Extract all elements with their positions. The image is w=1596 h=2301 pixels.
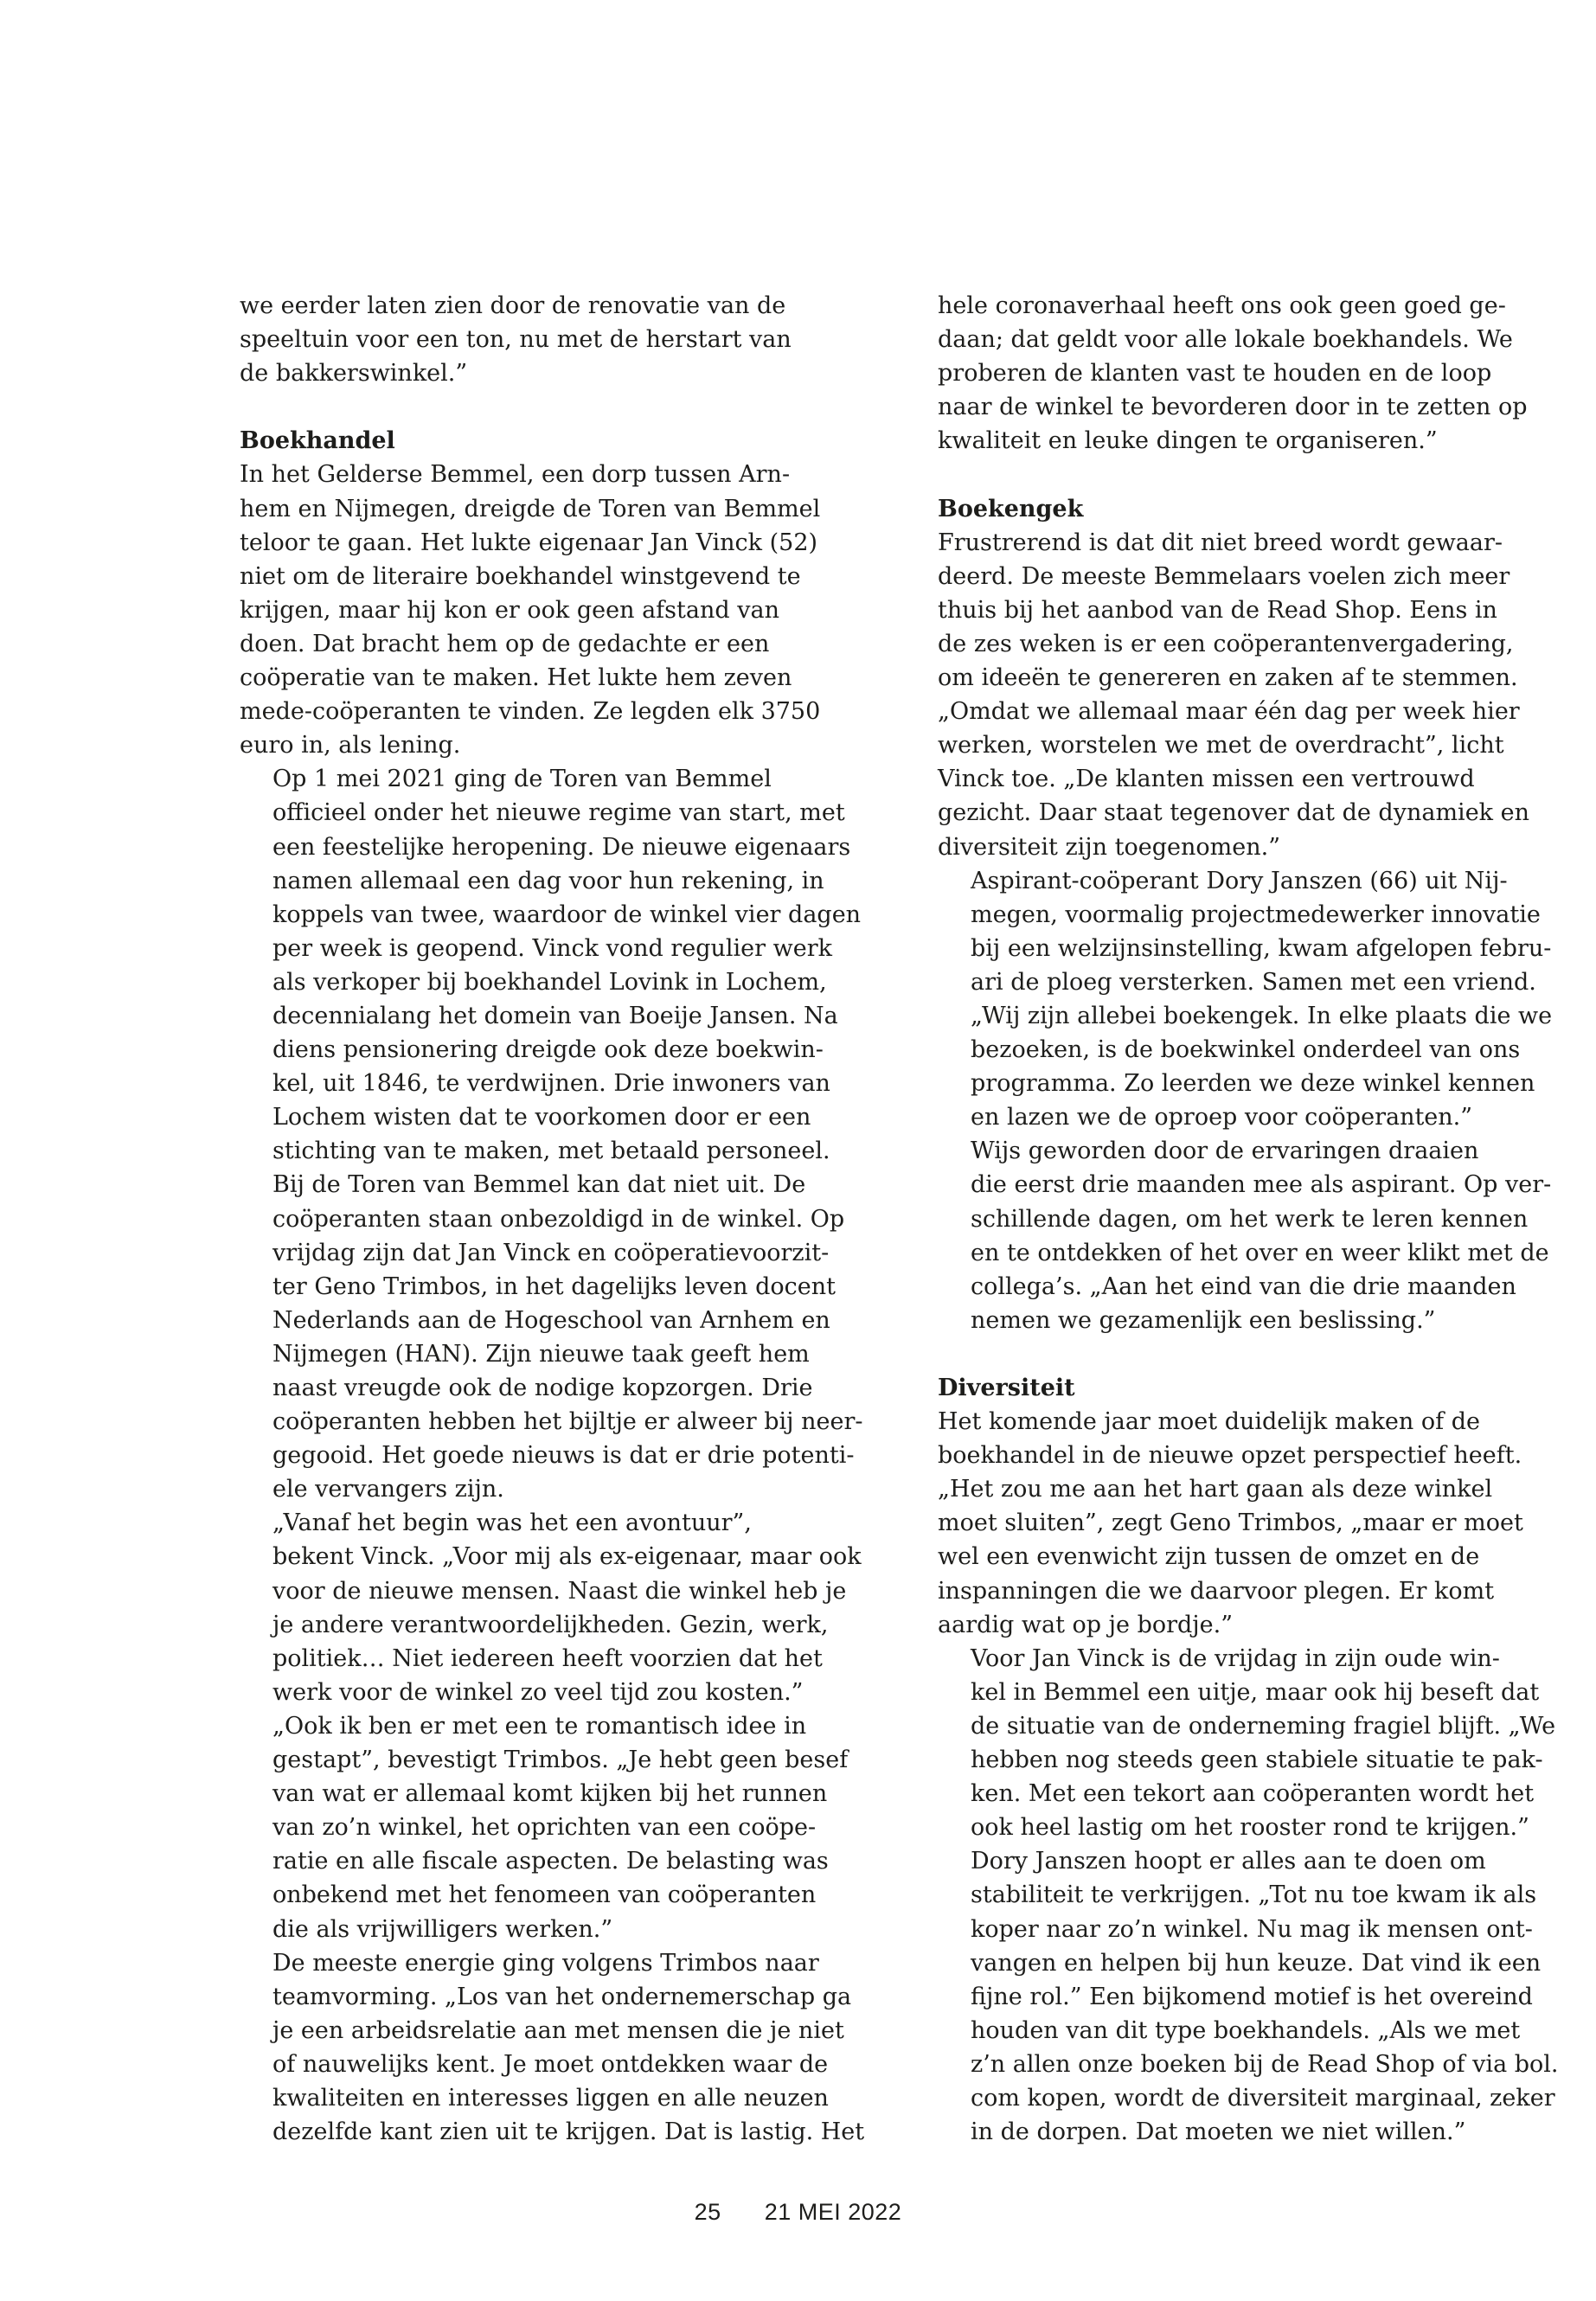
text-line: „Ook ik ben er met een te romantisch idee in <box>272 1712 807 1740</box>
text-line: fijne rol.” Een bijkomend motief is het overeind <box>971 1983 1533 2010</box>
text-line: Lochem wisten dat te voorkomen door er een <box>272 1104 811 1131</box>
text-line: Vinck toe. „De klanten missen een vertrouwd <box>938 766 1475 793</box>
text-line: vangen en helpen bij hun keuze. Dat vind ik een <box>971 1949 1542 1977</box>
text-line: z’n allen onze boeken bij de Read Shop of via bol. <box>971 2050 1559 2078</box>
text-line: ari de ploeg versterken. Samen met een vriend. <box>971 968 1536 996</box>
text-line: als verkoper bij boekhandel Lovink in Lochem, <box>272 968 827 996</box>
text-line: de zes weken is er een coöperantenvergadering, <box>938 630 1514 657</box>
text-line: werken, worstelen we met de overdracht”, licht <box>938 732 1504 760</box>
text-line: ken. Met een tekort aan coöperanten wordt het <box>971 1780 1535 1808</box>
text-line: programma. Zo leerden we deze winkel kennen <box>971 1070 1535 1098</box>
text-line: wel een evenwicht zijn tussen de omzet en de <box>938 1543 1480 1571</box>
body-paragraph <box>938 1642 1556 1845</box>
text-line: coöperatie van te maken. Het lukte hem zeven <box>240 664 792 692</box>
text-line: om ideeën te genereren en zaken af te stemmen. <box>938 664 1518 692</box>
text-line: je andere verantwoordelijkheden. Gezin, werk, <box>272 1611 829 1638</box>
text-line: deerd. De meeste Bemmelaars voelen zich meer <box>938 562 1510 590</box>
text-line: die eerst drie maanden mee als aspirant. Op ver- <box>971 1171 1552 1199</box>
text-line: houden van dit type boekhandels. „Als we met <box>971 2016 1521 2044</box>
issue-date: 21 MEI 2022 <box>764 2199 902 2225</box>
text-line: politiek… Niet iedereen heeft voorzien dat het <box>272 1644 823 1672</box>
text-line: teamvorming. „Los van het ondernemerschap ga <box>272 1983 852 2010</box>
text-line: vrijdag zijn dat Jan Vinck en coöperatievoorzit- <box>272 1239 830 1266</box>
body-paragraph <box>938 526 1529 864</box>
text-line: kel, uit 1846, te verdwijnen. Drie inwoners van <box>272 1070 830 1098</box>
text-line: Wijs geworden door de ervaringen draaien <box>971 1138 1479 1165</box>
body-paragraph <box>240 1168 863 1506</box>
text-line: De meeste energie ging volgens Trimbos naar <box>272 1949 819 1977</box>
text-line: je een arbeidsrelatie aan met mensen die je niet <box>272 2016 844 2044</box>
body-paragraph <box>938 289 1528 458</box>
text-line: koppels van twee, waardoor de winkel vier dagen <box>272 901 862 928</box>
body-paragraph <box>240 458 821 762</box>
text-line: „Wij zijn allebei boekengek. In elke plaats die we <box>971 1002 1553 1029</box>
text-line: Aspirant-coöperant Dory Janszen (66) uit Nij- <box>971 867 1508 894</box>
text-line: naast vreugde ook de nodige kopzorgen. Drie <box>272 1375 813 1401</box>
text-line: van zo’n winkel, het oprichten van een coöpe- <box>272 1814 817 1842</box>
text-line: hem en Nijmegen, dreigde de Toren van Bemmel <box>240 495 821 522</box>
text-line: per week is geopend. Vinck vond regulier werk <box>272 934 832 962</box>
text-line: in de dorpen. Dat moeten we niet willen.” <box>971 2118 1466 2146</box>
text-line: krijgen, maar hij kon er ook geen afstand van <box>240 596 779 624</box>
text-line: gestapt”, bevestigt Trimbos. „Je hebt geen besef <box>272 1747 849 1774</box>
text-line: ook heel lastig om het rooster rond te krijgen.” <box>971 1814 1529 1842</box>
text-line: In het Gelderse Bemmel, een dorp tussen Arn- <box>240 461 791 489</box>
text-line: ratie en alle fiscale aspecten. De belasting was <box>272 1848 829 1875</box>
text-line: „Het zou me aan het hart gaan als deze winkel <box>938 1476 1493 1503</box>
text-line: bezoeken, is de boekwinkel onderdeel van ons <box>971 1036 1521 1064</box>
text-line: boekhandel in de nieuwe opzet perspectief heeft. <box>938 1442 1522 1470</box>
text-line: Dory Janszen hoopt er alles aan te doen om <box>971 1848 1486 1875</box>
section-heading: Diversiteit <box>938 1375 1075 1401</box>
text-line: collega’s. „Aan het eind van die drie maanden <box>971 1272 1516 1300</box>
body-paragraph <box>938 1844 1559 2149</box>
text-line: niet om de literaire boekhandel winstgevend te <box>240 562 801 590</box>
text-line: euro in, als lening. <box>240 732 461 760</box>
section-heading: Boekengek <box>938 495 1084 522</box>
text-line: ele vervangers zijn. <box>272 1476 504 1503</box>
text-line: Bij de Toren van Bemmel kan dat niet uit. De <box>272 1171 806 1199</box>
text-line: bij een welzijnsinstelling, kwam afgelopen febru- <box>971 934 1552 962</box>
text-line: diversiteit zijn toegenomen.” <box>938 833 1280 861</box>
text-line: teloor te gaan. Het lukte eigenaar Jan Vinck (52) <box>240 529 818 556</box>
text-line: nemen we gezamenlijk een beslissing.” <box>971 1306 1436 1334</box>
text-line: Nederlands aan de Hogeschool van Arnhem en <box>272 1306 830 1334</box>
text-line: mede-coöperanten te vinden. Ze legden elk 3750 <box>240 698 821 726</box>
text-line: coöperanten staan onbezoldigd in de winkel. Op <box>272 1205 845 1233</box>
text-line: kel in Bemmel een uitje, maar ook hij beseft dat <box>971 1678 1540 1706</box>
section-spacer <box>938 1337 1496 1371</box>
text-line: namen allemaal een dag voor hun rekening, in <box>272 867 824 894</box>
text-line: daan; dat geldt voor alle lokale boekhandels. We <box>938 326 1513 354</box>
text-line: diens pensionering dreigde ook deze boekwin- <box>272 1036 824 1064</box>
text-line: Nijmegen (HAN). Zijn nieuwe taak geeft hem <box>272 1340 810 1368</box>
text-line: aardig wat op je bordje.” <box>938 1611 1234 1638</box>
text-line: ter Geno Trimbos, in het dagelijks leven docent <box>272 1272 836 1300</box>
text-line: Op 1 mei 2021 ging de Toren van Bemmel <box>272 766 772 793</box>
text-line: speeltuin voor een ton, nu met de herstart van <box>240 326 792 354</box>
text-line: de bakkerswinkel.” <box>240 360 468 388</box>
section-heading: Boekhandel <box>240 427 395 455</box>
text-line: proberen de klanten vast te houden en de loop <box>938 360 1492 388</box>
text-line: voor de nieuwe mensen. Naast die winkel heb je <box>272 1577 847 1605</box>
text-line: stichting van te maken, met betaald personeel. <box>272 1138 830 1165</box>
text-line: hele coronaverhaal heeft ons ook geen goed ge- <box>938 292 1506 319</box>
section-spacer <box>938 458 1496 491</box>
text-line: com kopen, wordt de diversiteit marginaal, zeker <box>971 2084 1555 2112</box>
text-line: thuis bij het aanbod van de Read Shop. Eens in <box>938 596 1497 624</box>
text-line: en te ontdekken of het over en weer klikt met de <box>971 1239 1549 1266</box>
page-number: 25 <box>694 2199 721 2225</box>
body-paragraph <box>240 1946 865 2150</box>
body-paragraph <box>240 1506 862 1709</box>
text-line: kwaliteiten en interesses liggen en alle neuzen <box>272 2084 829 2112</box>
text-line: koper naar zo’n winkel. Nu mag ik mensen ont- <box>971 1915 1533 1943</box>
right-column <box>938 289 1559 2149</box>
text-line: inspanningen die we daarvoor plegen. Er komt <box>938 1577 1495 1605</box>
text-line: gegooid. Het goede nieuws is dat er drie potenti- <box>272 1442 855 1470</box>
page-footer <box>0 2199 1596 2226</box>
text-line: van wat er allemaal komt kijken bij het runnen <box>272 1780 828 1808</box>
text-line: bekent Vinck. „Voor mij als ex-eigenaar, maar ook <box>272 1543 862 1571</box>
text-line: gezicht. Daar staat tegenover dat de dynamiek en <box>938 799 1529 827</box>
text-line: hebben nog steeds geen stabiele situatie te pak- <box>971 1747 1543 1774</box>
body-paragraph <box>938 1134 1552 1337</box>
text-line: doen. Dat bracht hem op de gedachte er een <box>240 630 770 657</box>
text-line: moet sluiten”, zegt Geno Trimbos, „maar er moet <box>938 1509 1523 1537</box>
text-line: coöperanten hebben het bijltje er alweer bij neer- <box>272 1408 863 1436</box>
text-line: of nauwelijks kent. Je moet ontdekken waar de <box>272 2050 829 2078</box>
text-line: onbekend met het fenomeen van coöperanten <box>272 1881 817 1909</box>
text-line: naar de winkel te bevorderen door in te zetten op <box>938 394 1528 421</box>
body-paragraph <box>240 1709 849 1946</box>
text-line: Het komende jaar moet duidelijk maken of de <box>938 1408 1480 1436</box>
text-line: een feestelijke heropening. De nieuwe eigenaars <box>272 833 851 861</box>
left-column <box>240 289 865 2149</box>
text-line: Frustrerend is dat dit niet breed wordt gewaar- <box>938 529 1503 556</box>
text-line: werk voor de winkel zo veel tijd zou kosten.” <box>272 1678 804 1706</box>
text-line: „Vanaf het begin was het een avontuur”, <box>272 1509 752 1537</box>
text-line: Voor Jan Vinck is de vrijdag in zijn oude win- <box>971 1644 1500 1672</box>
text-line: officieel onder het nieuwe regime van start, met <box>272 799 845 827</box>
text-line: stabiliteit te verkrijgen. „Tot nu toe kwam ik als <box>971 1881 1537 1909</box>
text-line: de situatie van de onderneming fragiel blijft. „We <box>971 1712 1556 1740</box>
text-line: megen, voormalig projectmedewerker innovatie <box>971 901 1541 928</box>
body-paragraph <box>240 289 793 390</box>
text-line: we eerder laten zien door de renovatie van de <box>240 292 786 319</box>
text-line: kwaliteit en leuke dingen te organiseren.” <box>938 427 1438 455</box>
body-paragraph <box>240 762 862 1168</box>
section-spacer <box>240 390 793 424</box>
body-paragraph <box>938 1405 1523 1642</box>
text-line: die als vrijwilligers werken.” <box>272 1915 613 1943</box>
text-line: dezelfde kant zien uit te krijgen. Dat is lastig. Het <box>272 2118 865 2146</box>
text-line: schillende dagen, om het werk te leren kennen <box>971 1205 1529 1233</box>
text-line: „Omdat we allemaal maar één dag per week hier <box>938 698 1520 726</box>
text-line: en lazen we de oproep voor coöperanten.” <box>971 1104 1473 1131</box>
body-paragraph <box>938 864 1553 1135</box>
text-line: decennialang het domein van Boeije Jansen. Na <box>272 1002 838 1029</box>
